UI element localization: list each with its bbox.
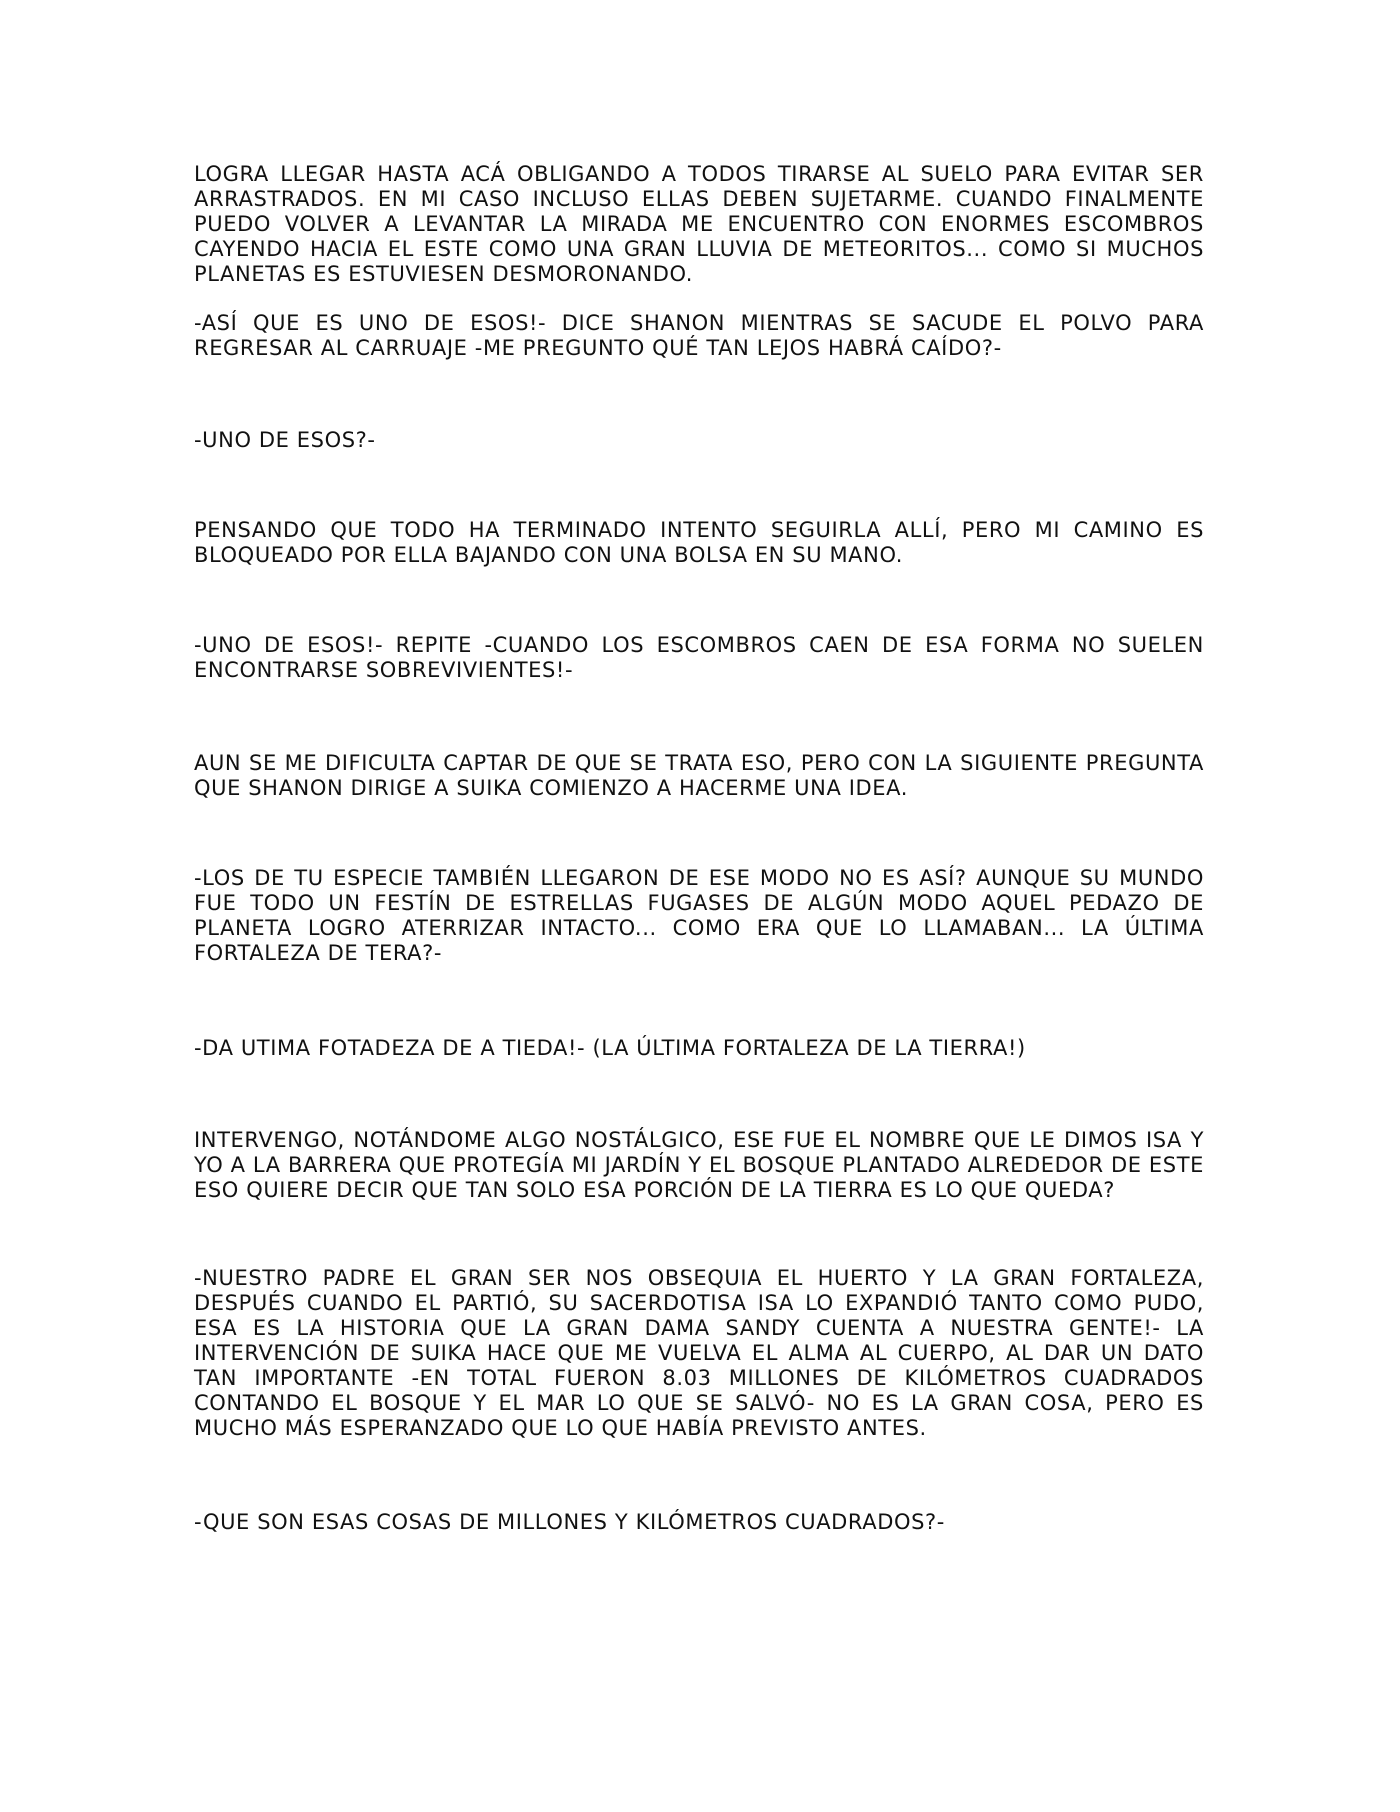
paragraph-9: INTERVENGO, NOTÁNDOME ALGO NOSTÁLGICO, ESE FUE EL NOMBRE QUE LE DIMOS ISA Y YO A LA BARRERA QUE PROTEGÍA MI JARDÍN Y EL BOSQUE PLANTADO ALREDEDOR DE ESTE ESO QUIERE DECIR QUE TAN SOLO ESA PORCIÓN DE LA TIERRA ES LO QUE QUEDA? <box>194 1128 1204 1202</box>
paragraph-7: -LOS DE TU ESPECIE TAMBIÉN LLEGARON DE ESE MODO NO ES ASÍ? AUNQUE SU MUNDO FUE TODO UN FESTÍN DE ESTRELLAS FUGASES DE ALGÚN MODO AQUEL PEDAZO DE PLANETA LOGRO ATERRIZAR INTACTO... COMO ERA QUE LO LLAMABAN... LA ÚLTIMA FORTALEZA DE TERA?- <box>194 866 1204 965</box>
paragraph-8: -DA UTIMA FOTADEZA DE A TIEDA!- (LA ÚLTIMA FORTALEZA DE LA TIERRA!) <box>194 1036 1026 1060</box>
paragraph-5: -UNO DE ESOS!- REPITE -CUANDO LOS ESCOMBROS CAEN DE ESA FORMA NO SUELEN ENCONTRARSE SOBREVIVIENTES!- <box>194 633 1204 682</box>
paragraph-11: -QUE SON ESAS COSAS DE MILLONES Y KILÓMETROS CUADRADOS?- <box>194 1510 945 1534</box>
paragraph-4: PENSANDO QUE TODO HA TERMINADO INTENTO SEGUIRLA ALLÍ, PERO MI CAMINO ES BLOQUEADO POR ELLA BAJANDO CON UNA BOLSA EN SU MANO. <box>194 518 1204 567</box>
paragraph-10: -NUESTRO PADRE EL GRAN SER NOS OBSEQUIA EL HUERTO Y LA GRAN FORTALEZA, DESPUÉS CUANDO EL PARTIÓ, SU SACERDOTISA ISA LO EXPANDIÓ TANTO COMO PUDO, ESA ES LA HISTORIA QUE LA GRAN DAMA SANDY CUENTA A NUESTRA GENTE!- LA INTERVENCIÓN DE SUIKA HACE QUE ME VUELVA EL ALMA AL CUERPO, AL DAR UN DATO TAN IMPORTANTE -EN TOTAL FUERON 8.03 MILLONES DE KILÓMETROS CUADRADOS CONTANDO EL BOSQUE Y EL MAR LO QUE SE SALVÓ- NO ES LA GRAN COSA, PERO ES MUCHO MÁS ESPERANZADO QUE LO QUE HABÍA PREVISTO ANTES. <box>194 1266 1204 1440</box>
paragraph-6: AUN SE ME DIFICULTA CAPTAR DE QUE SE TRATA ESO, PERO CON LA SIGUIENTE PREGUNTA QUE SHANON DIRIGE A SUIKA COMIENZO A HACERME UNA IDEA. <box>194 751 1204 800</box>
paragraph-3: -UNO DE ESOS?- <box>194 428 376 452</box>
paragraph-2: -ASÍ QUE ES UNO DE ESOS!- DICE SHANON MIENTRAS SE SACUDE EL POLVO PARA REGRESAR AL CARRUAJE -ME PREGUNTO QUÉ TAN LEJOS HABRÁ CAÍDO?- <box>194 311 1204 360</box>
paragraph-1: LOGRA LLEGAR HASTA ACÁ OBLIGANDO A TODOS TIRARSE AL SUELO PARA EVITAR SER ARRASTRADOS. EN MI CASO INCLUSO ELLAS DEBEN SUJETARME. CUANDO FINALMENTE PUEDO VOLVER A LEVANTAR LA MIRADA ME ENCUENTRO CON ENORMES ESCOMBROS CAYENDO HACIA EL ESTE COMO UNA GRAN LLUVIA DE METEORITOS... COMO SI MUCHOS PLANETAS ES ESTUVIESEN DESMORONANDO. <box>194 162 1204 286</box>
